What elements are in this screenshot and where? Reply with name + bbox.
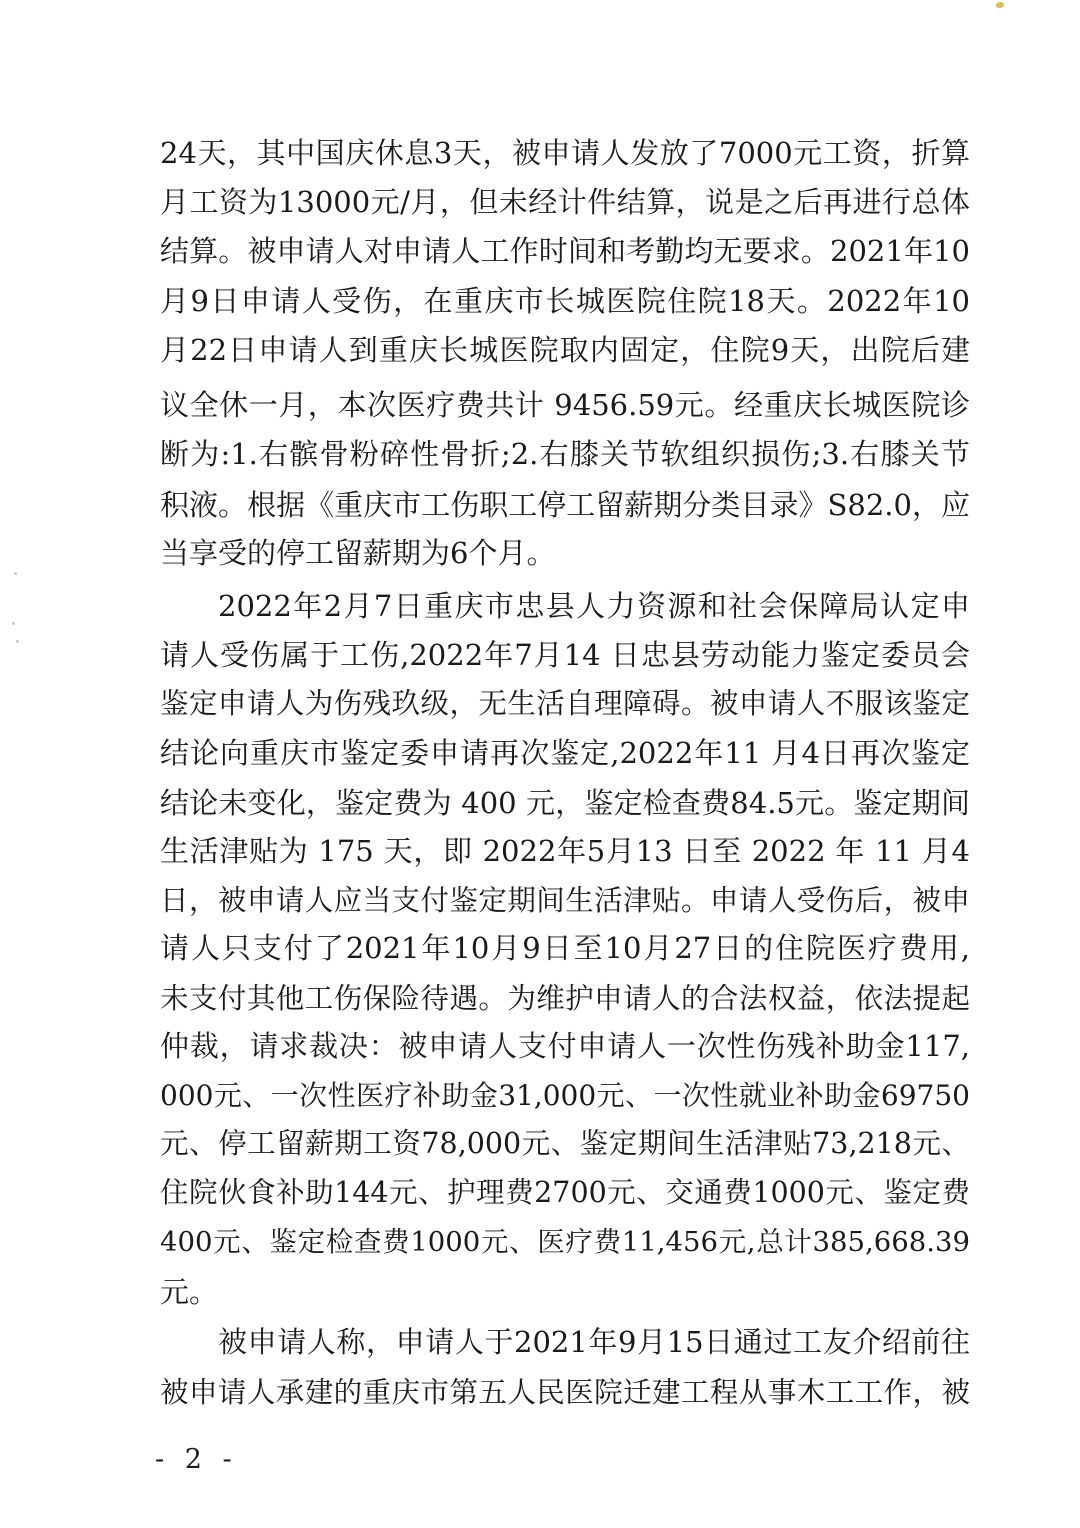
- text-line-24: 元。: [160, 1275, 219, 1309]
- text-line-14: 结论未变化，鉴定费为 400 元，鉴定检查费84.5元。鉴定期间: [160, 786, 970, 820]
- text-line-2: 月工资为13000元/月，但未经计件结算，说是之后再进行总体: [160, 185, 970, 219]
- text-line-26: 被申请人承建的重庆市第五人民医院迁建工程从事木工工作，被: [160, 1376, 970, 1409]
- ink-mark: [995, 1, 1005, 9]
- text-line-25: 被申请人称，申请人于2021年9月15日通过工友介绍前往: [218, 1325, 970, 1359]
- text-line-1: 24天，其中国庆休息3天，被申请人发放了7000元工资，折算: [160, 136, 970, 170]
- text-line-17: 请人只支付了2021年10月9日至10月27日的住院医疗费用,: [160, 931, 970, 965]
- text-line-19: 仲裁，请求裁决：被申请人支付申请人一次性伤残补助金117,: [160, 1029, 970, 1063]
- text-line-18: 未支付其他工伤保险待遇。为维护申请人的合法权益，依法提起: [160, 982, 970, 1015]
- text-line-15: 生活津贴为 175 天，即 2022年5月13 日至 2022 年 11 月4: [160, 834, 970, 868]
- scan-speck: [16, 640, 19, 643]
- text-line-12: 鉴定申请人为伤残玖级，无生活自理障碍。被申请人不服该鉴定: [160, 687, 970, 720]
- text-line-10: 2022年2月7日重庆市忠县人力资源和社会保障局认定申: [218, 589, 970, 623]
- text-line-23: 400元、鉴定检查费1000元、医疗费11,456元,总计385,668.39: [160, 1226, 970, 1258]
- text-line-6: 议全休一月，本次医疗费共计 9456.59元。经重庆长城医院诊: [160, 388, 970, 422]
- text-line-3: 结算。被申请人对申请人工作时间和考勤均无要求。2021年10: [160, 234, 970, 268]
- scan-speck: [12, 622, 15, 625]
- text-line-9: 当享受的停工留薪期为6个月。: [160, 536, 556, 570]
- text-line-13: 结论向重庆市鉴定委申请再次鉴定,2022年11 月4日再次鉴定: [160, 736, 970, 770]
- page-number: - 2 -: [155, 1444, 238, 1475]
- text-line-8: 积液。根据《重庆市工伤职工停工留薪期分类目录》S82.0，应: [160, 488, 970, 522]
- text-line-21: 元、停工留薪期工资78,000元、鉴定期间生活津贴73,218元、: [160, 1127, 970, 1160]
- text-line-4: 月9日申请人受伤，在重庆市长城医院住院18天。2022年10: [160, 284, 970, 318]
- scan-speck: [14, 572, 17, 575]
- text-line-7: 断为:1.右髌骨粉碎性骨折;2.右膝关节软组织损伤;3.右膝关节: [160, 437, 970, 471]
- text-line-11: 请人受伤属于工伤,2022年7月14 日忠县劳动能力鉴定委员会: [160, 638, 970, 672]
- text-line-20: 000元、一次性医疗补助金31,000元、一次性就业补助金69750: [160, 1079, 970, 1112]
- text-line-16: 日，被申请人应当支付鉴定期间生活津贴。申请人受伤后，被申: [160, 884, 970, 917]
- text-line-22: 住院伙食补助144元、护理费2700元、交通费1000元、鉴定费: [160, 1176, 970, 1209]
- text-line-5: 月22日申请人到重庆长城医院取内固定，住院9天，出院后建: [160, 333, 970, 367]
